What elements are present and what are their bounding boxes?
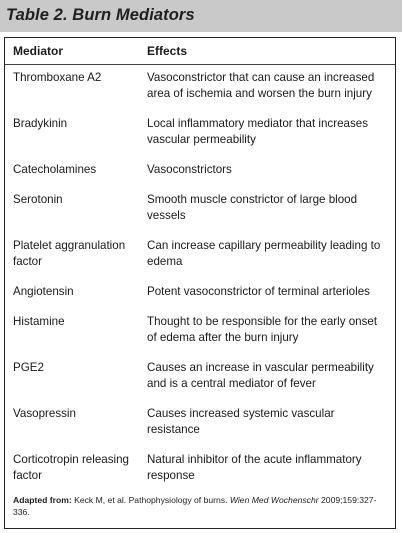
- table-row: [5, 360, 395, 392]
- table-row: [5, 116, 395, 148]
- footnote-citation: 2009;159:327-336.: [13, 495, 377, 517]
- table-row: [5, 284, 395, 300]
- effect-cell: Causes an increase in vascular permeability and is a central mediator of fever: [147, 361, 374, 390]
- header-mediator: Mediator: [13, 44, 64, 58]
- table-row: [5, 192, 395, 224]
- effect-cell: Can increase capillary permeability leading to edema: [147, 239, 381, 268]
- mediator-cell: Angiotensin: [13, 285, 74, 298]
- effect-cell: Smooth muscle constrictor of large blood vessels: [147, 193, 358, 222]
- mediator-cell: Vasopressin: [13, 407, 76, 420]
- table-header: [5, 38, 395, 65]
- table-row: [5, 238, 395, 270]
- effect-cell: Vasoconstrictors: [147, 163, 232, 176]
- mediator-cell: Serotonin: [13, 193, 63, 206]
- title-bar: [0, 0, 402, 32]
- mediator-cell: Catecholamines: [13, 163, 97, 176]
- footnote-text: Keck M, et al. Pathophysiology of burns.: [71, 495, 230, 505]
- effect-cell: Causes increased systemic vascular resistance: [147, 407, 335, 436]
- table-row: [5, 452, 395, 484]
- mediator-cell: Histamine: [13, 315, 65, 328]
- table-row: [5, 70, 395, 102]
- effect-cell: Thought to be responsible for the early onset of edema after the burn injury: [147, 315, 378, 344]
- footnote-journal: Wien Med Wochenschr: [229, 495, 319, 505]
- mediator-cell: Thromboxane A2: [13, 71, 102, 84]
- table-body: [5, 70, 395, 498]
- effect-cell: Local inflammatory mediator that increases vascular permeability: [147, 117, 369, 146]
- footnote-label: Adapted from:: [13, 495, 72, 505]
- mediator-cell: PGE2: [13, 361, 44, 374]
- mediator-cell: Corticotropin releasing factor: [13, 453, 129, 482]
- effect-cell: Vasoconstrictor that can cause an increased area of ischemia and worsen the burn injury: [147, 71, 375, 100]
- effect-cell: Potent vasoconstrictor of terminal arterioles: [147, 285, 370, 298]
- mediator-cell: Bradykinin: [13, 117, 68, 130]
- table-title: Table 2. Burn Mediators: [6, 6, 195, 24]
- effect-cell: Natural inhibitor of the acute inflammatory response: [147, 453, 362, 482]
- table-frame: [4, 37, 396, 529]
- table-row: [5, 314, 395, 346]
- mediator-cell: Platelet aggranulation factor: [13, 239, 126, 268]
- table-row: [5, 406, 395, 438]
- footnote: [13, 494, 385, 518]
- table-row: [5, 162, 395, 178]
- header-effects: Effects: [147, 44, 188, 58]
